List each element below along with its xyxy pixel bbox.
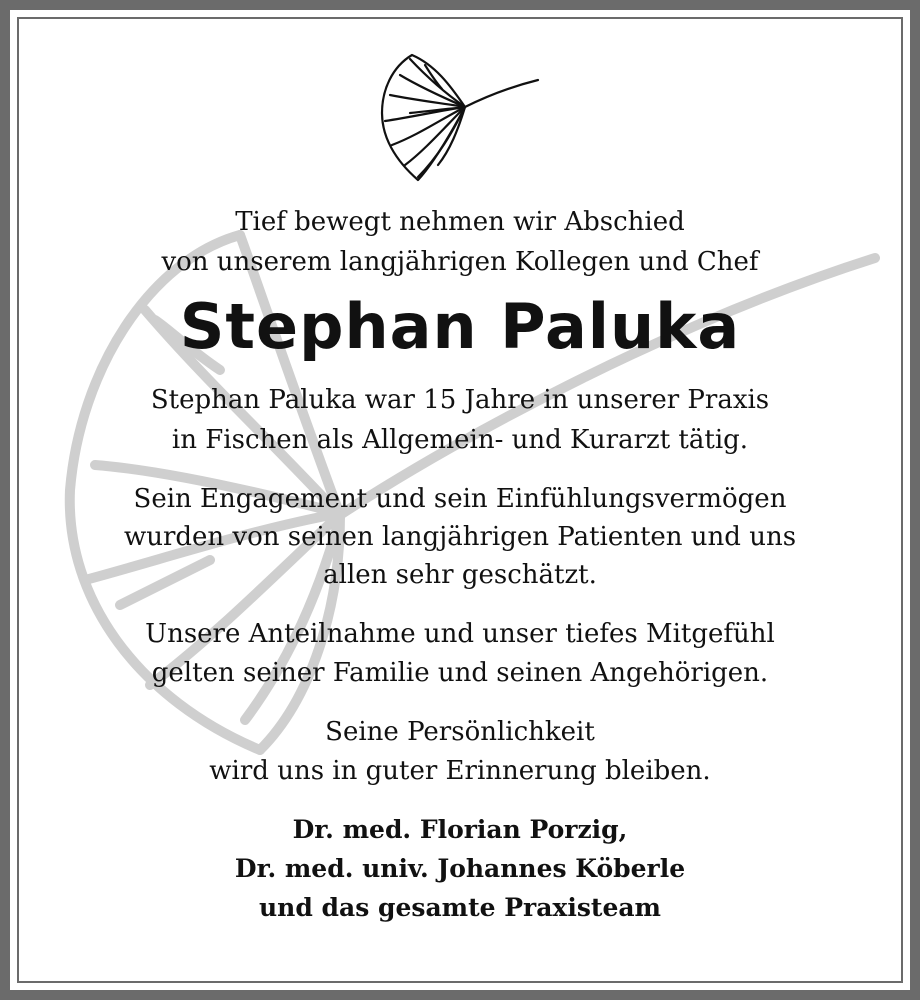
intro-line-2: von unserem langjährigen Kollegen und Chef xyxy=(161,247,759,277)
intro-line-1: Tief bewegt nehmen wir Abschied xyxy=(235,207,685,237)
paragraph-2-line-2: wurden von seinen langjährigen Patienten und uns xyxy=(123,522,797,552)
signature-line-1: Dr. med. Florian Porzig, xyxy=(292,815,628,844)
paragraph-4-line-1: Seine Persönlichkeit xyxy=(325,717,595,747)
paragraph-3-line-1: Unsere Anteilnahme und unser tiefes Mitgefühl xyxy=(145,619,775,649)
paragraph-4-line-2: wird uns in guter Erinnerung bleiben. xyxy=(209,756,711,786)
deceased-name: Stephan Paluka xyxy=(179,290,741,363)
signature-line-3: und das gesamte Praxisteam xyxy=(258,893,661,922)
paragraph-1-line-1: Stephan Paluka war 15 Jahre in unserer Praxis xyxy=(150,385,770,415)
signature-line-2: Dr. med. univ. Johannes Köberle xyxy=(234,854,686,883)
paragraph-2-line-1: Sein Engagement und sein Einfühlungsvermögen xyxy=(133,484,787,514)
paragraph-3-line-2: gelten seiner Familie und seinen Angehörigen. xyxy=(151,658,769,688)
ginkgo-leaf-icon xyxy=(370,45,550,195)
paragraph-2-line-3: allen sehr geschätzt. xyxy=(323,560,597,590)
paragraph-1-line-2: in Fischen als Allgemein- und Kurarzt tätig. xyxy=(171,425,749,455)
